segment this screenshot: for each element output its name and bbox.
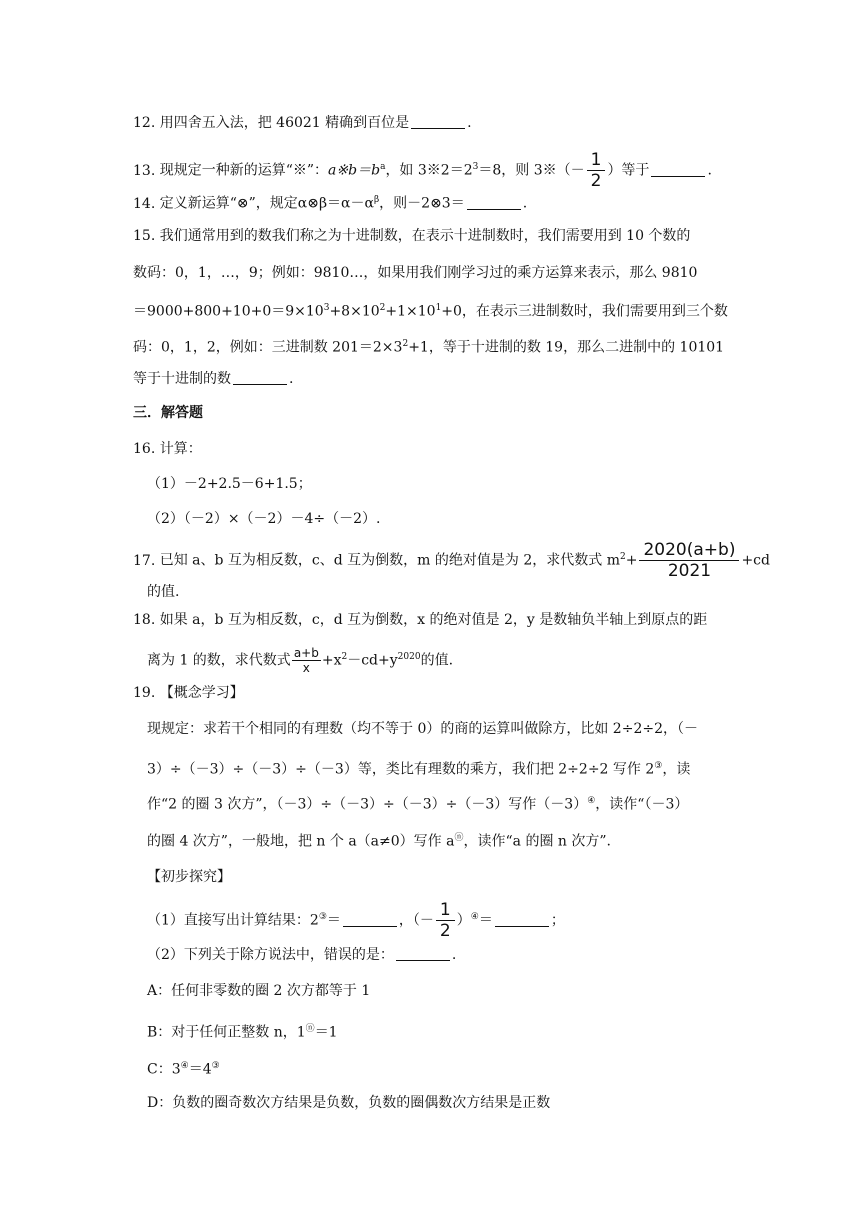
question-17-line-2: 的值. xyxy=(147,584,180,600)
answer-blank[interactable] xyxy=(411,114,465,129)
option-d: D：负数的圈奇数次方结果是负数，负数的圈偶数次方结果是正数 xyxy=(147,1095,551,1111)
fraction-half: $\frac{1}{2}$ xyxy=(436,900,455,941)
question-18: 18. 如果 a，b 互为相反数，c，d 互为倒数，x 的绝对值是 2，y 是数轴负半轴上到原点的距 xyxy=(133,612,708,628)
q19-para-4: 的圈 4 次方”，一般地，把 n 个 a（a≠0）写作 aⓝ，读作“a 的圈 n 次方”. xyxy=(147,833,611,850)
fraction-2020: $\frac{2020(a+b)}{2021}$ xyxy=(639,540,739,581)
answer-blank[interactable] xyxy=(396,946,450,961)
explore-part-2: （2）下列关于除方说法中，错误的是： . xyxy=(147,947,457,963)
explore-part-1: （1）直接写出计算结果：2③＝ ，（－ $\frac{1}{2}$ ）④＝ ； xyxy=(147,900,565,942)
question-16-part-1: （1）－2+2.5－6+1.5； xyxy=(147,476,312,492)
explore-heading: 【初步探究】 xyxy=(147,869,231,885)
answer-blank[interactable] xyxy=(343,912,397,927)
q19-para-1: 现规定：求若干个相同的有理数（均不等于 0）的商的运算叫做除方，比如 2÷2÷2，（－ xyxy=(147,721,698,737)
question-16: 16. 计算： xyxy=(133,441,202,457)
answer-blank[interactable] xyxy=(495,912,549,927)
question-15-line-4: 码：0，1，2，例如：三进制数 $201=2\times 3^2+1$，等于十进制的数 19，那么二进制中的 10101 xyxy=(133,339,725,356)
fraction-ab-x: $\frac{a+b}{x}$ xyxy=(293,646,319,676)
answer-blank[interactable] xyxy=(467,195,521,210)
answer-blank[interactable] xyxy=(651,162,705,177)
question-15-line-3: $=9000+800+10+0=9\times 10^3+8\times 10^2+1\times 10^1+0$，在表示三进制数时，我们需要用到三个数 xyxy=(133,303,728,320)
question-15-line-2: 数码：0，1，…，9；例如：9810…，如果用我们刚学习过的乘方运算来表示，那么 9810 xyxy=(133,265,698,281)
option-a: A：任何非零数的圈 2 次方都等于 1 xyxy=(147,983,371,999)
fraction-half: $\frac{1}{2}$ xyxy=(587,150,606,191)
question-19: 19. 【概念学习】 xyxy=(133,685,244,701)
answer-blank[interactable] xyxy=(233,370,287,385)
question-14: 14. 定义新运算“⊗”，规定$\alpha\otimes\beta=\alpha-\alpha^\beta$，则－2⊗3＝ . xyxy=(133,195,528,212)
question-18-line-2: 离为 1 的数，求代数式 $\frac{a+b}{x}$ $+x^2-cd+y^{2020}$的值. xyxy=(147,646,454,676)
question-16-part-2: （2）（－2）×（－2）－4÷（－2）. xyxy=(147,511,381,527)
section-heading: 三．解答题 xyxy=(133,405,203,421)
question-17: 17. 已知 a、b 互为相反数，c、d 互为倒数，m 的绝对值是为 2，求代数式 $m^2+$ $\frac{2020(a+b)}{2021}$ +cd xyxy=(133,540,770,582)
question-12: 12. 用四舍五入法，把 46021 精确到百位是 . xyxy=(133,115,472,131)
option-b: B：对于任何正整数 n，1ⓝ＝1 xyxy=(147,1024,338,1041)
q19-para-3: 作“2 的圈 3 次方”，（－3）÷（－3）÷（－3）÷（－3）写作（－3）④，读作“（－3） xyxy=(147,796,689,813)
question-15-line-5: 等于十进制的数 . xyxy=(133,371,294,387)
q19-para-2: 3）÷（－3）÷（－3）÷（－3）等，类比有理数的乘方，我们把 2÷2÷2 写作 2③，读 xyxy=(147,761,691,778)
question-13: 13. 现规定一种新的运算“※”：$a※b=b^a$，如 $3※2=2^3=8$，则 3※（－ $\frac{1}{2}$ ）等于 . xyxy=(133,150,712,191)
option-c: C：3④＝4③ xyxy=(147,1061,220,1078)
question-15-line-1: 15. 我们通常用到的数我们称之为十进制数，在表示十进制数时，我们需要用到 10 个数的 xyxy=(133,228,691,244)
